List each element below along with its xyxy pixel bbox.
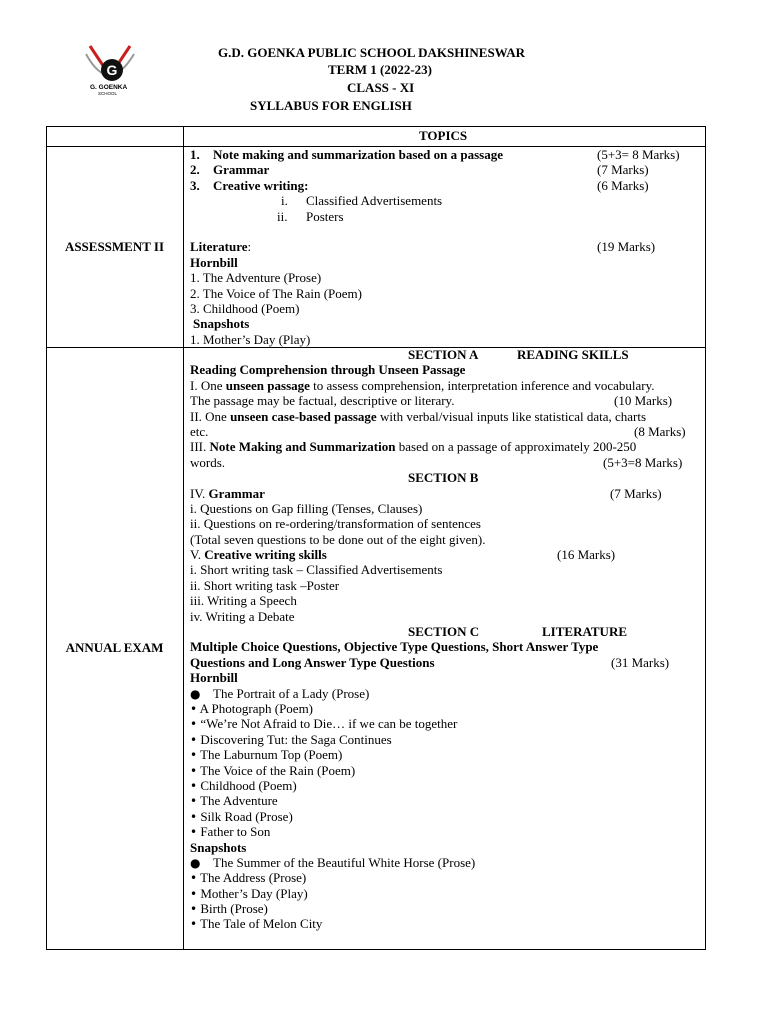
bullet-icon: • (190, 748, 198, 763)
snapshots-item: 1. Mother’s Day (Play) (190, 331, 311, 347)
rc1-prefix: I. One (190, 377, 226, 393)
grammar-heading (190, 486, 702, 501)
annual-hornbill-heading: Hornbill (190, 670, 238, 686)
annual-snapshots-heading: Snapshots (190, 839, 247, 855)
hornbill-list-item (190, 716, 702, 731)
annual-topics (190, 347, 702, 932)
lit-heading-1: Multiple Choice Questions, Objective Type Questions, Short Answer Type (190, 639, 599, 655)
rc-item-2 (190, 409, 702, 424)
subitem-number: ii. (277, 208, 288, 224)
literature-marks: (19 Marks) (597, 239, 656, 255)
rc3-marks: (5+3=8 Marks) (603, 454, 683, 470)
item-number: 3. (190, 177, 200, 193)
snapshots-item-text: Birth (Prose) (200, 901, 268, 917)
logo-text: G. GOENKA (90, 84, 128, 91)
cw-prefix: V. (190, 547, 205, 563)
assessment-subitem (190, 193, 702, 208)
section-c-title: LITERATURE (542, 624, 628, 640)
rc1-line2: The passage may be factual, descriptive or literary. (190, 393, 455, 409)
bullet-icon: ● (190, 686, 201, 701)
table-border-bottom (46, 949, 706, 950)
snapshots-list-item (190, 886, 702, 901)
hornbill-list-item (190, 824, 702, 839)
cw-item: ii. Short writing task –Poster (190, 577, 340, 593)
item-text: Grammar (213, 162, 270, 178)
snapshots-list-item (190, 870, 702, 885)
snapshots-item-text: The Summer of the Beautiful White Horse (Prose) (213, 854, 476, 870)
hornbill-item: 1. The Adventure (Prose) (190, 270, 322, 286)
rc2-text: with verbal/visual inputs like statistical data, charts (376, 408, 647, 424)
rc2-line2: etc. (190, 423, 209, 439)
school-logo (76, 36, 142, 102)
table-border-top (46, 126, 706, 127)
bullet-icon: • (190, 778, 198, 793)
hornbill-item-text: The Portrait of a Lady (Prose) (213, 685, 370, 701)
bullet-icon: • (190, 732, 198, 747)
topics-header: TOPICS (419, 128, 468, 143)
hornbill-list-item (190, 809, 702, 824)
hornbill-item-text: Discovering Tut: the Saga Continues (200, 731, 392, 747)
section-c-heading (190, 624, 702, 639)
assessment-label: ASSESSMENT II (64, 239, 165, 254)
bullet-icon: • (190, 825, 198, 840)
creative-writing-heading (190, 547, 702, 562)
literature-label: Literature (190, 239, 248, 255)
hornbill-heading: Hornbill (190, 254, 238, 270)
syllabus-table (46, 126, 706, 950)
cw-label: Creative writing skills (204, 547, 327, 563)
bullet-icon: • (190, 763, 198, 778)
hornbill-item-text: The Voice of the Rain (Poem) (200, 762, 356, 778)
rc1-text: to assess comprehension, interpretation inference and vocabulary. (309, 377, 655, 393)
bullet-icon: • (190, 902, 198, 917)
spacer (190, 224, 702, 239)
hornbill-list-item (190, 732, 702, 747)
hornbill-item: 2. The Voice of The Rain (Poem) (190, 285, 362, 301)
hornbill-list-item (190, 793, 702, 808)
assessment-topics (190, 147, 702, 347)
assessment-item (190, 147, 702, 162)
item-marks: (6 Marks) (597, 177, 649, 193)
bullet-icon: ● (190, 855, 201, 870)
assessment-subitem (190, 209, 702, 224)
term-title: TERM 1 (2022-23) (328, 62, 432, 77)
lit-heading-2-text: Questions and Long Answer Type Questions (190, 654, 435, 670)
class-title: CLASS - XI (347, 80, 415, 95)
hornbill-list-item (190, 701, 702, 716)
cw-item: iv. Writing a Debate (190, 608, 295, 624)
section-b-label: SECTION B (408, 470, 479, 486)
snapshots-heading: Snapshots (193, 316, 250, 332)
hornbill-list-item (190, 686, 702, 701)
bullet-icon: • (190, 809, 198, 824)
snapshots-list-item (190, 855, 702, 870)
bullet-icon: • (190, 917, 198, 932)
hornbill-item-text: The Laburnum Top (Poem) (200, 747, 343, 763)
literature-line (190, 239, 702, 254)
item-number: 2. (190, 162, 200, 178)
item-marks: (5+3= 8 Marks) (597, 147, 680, 162)
snapshots-list-item (190, 901, 702, 916)
cw-marks: (16 Marks) (557, 547, 616, 563)
snapshots-item-text: The Address (Prose) (200, 870, 307, 886)
rc-item-1-cont (190, 393, 702, 408)
annual-exam-label: ANNUAL EXAM (65, 640, 164, 655)
section-a-heading (190, 347, 702, 362)
rc1-bold: unseen passage (225, 377, 310, 393)
hornbill-item-text: Silk Road (Prose) (200, 808, 293, 824)
item-text: Creative writing: (213, 177, 309, 193)
rc3-bold: Note Making and Summarization (209, 439, 396, 455)
grammar-item: (Total seven questions to be done out of the eight given). (190, 531, 486, 547)
svg-text:G: G (106, 62, 118, 78)
section-a-title: READING SKILLS (517, 347, 629, 362)
bullet-icon: • (190, 794, 198, 809)
rc2-bold: unseen case-based passage (230, 408, 377, 424)
snapshots-item-text: The Tale of Melon City (200, 916, 323, 932)
rc2-marks: (8 Marks) (634, 423, 686, 439)
section-b-heading (190, 470, 702, 485)
hornbill-list-item (190, 778, 702, 793)
literature-colon: : (247, 239, 252, 255)
cw-item: iii. Writing a Speech (190, 593, 297, 609)
rc3-text: based on a passage of approximately 200-250 (395, 439, 637, 455)
table-border-right (705, 126, 706, 950)
hornbill-item-text: Childhood (Poem) (200, 777, 297, 793)
bullet-icon: • (190, 701, 198, 716)
hornbill-item-text: A Photograph (Poem) (199, 700, 314, 716)
snapshots-list-item (190, 916, 702, 931)
lit-heading-2 (190, 655, 702, 670)
cw-item: i. Short writing task – Classified Advertisements (190, 562, 443, 578)
logo-subtext: SCHOOL (98, 91, 118, 96)
subitem-text: Posters (306, 208, 344, 224)
rc-item-3-cont (190, 455, 702, 470)
section-c-label: SECTION C (408, 624, 480, 640)
hornbill-list-item (190, 747, 702, 762)
table-column-divider (183, 126, 184, 950)
hornbill-list-item (190, 763, 702, 778)
subitem-text: Classified Advertisements (306, 193, 443, 209)
rc-heading: Reading Comprehension through Unseen Passage (190, 362, 466, 378)
section-a-label: SECTION A (408, 347, 479, 362)
hornbill-item-text: The Adventure (200, 793, 278, 809)
subitem-number: i. (281, 193, 288, 209)
bullet-icon: • (190, 717, 198, 732)
grammar-item: i. Questions on Gap filling (Tenses, Clauses) (190, 500, 423, 516)
hornbill-item: 3. Childhood (Poem) (190, 300, 300, 316)
assessment-item (190, 162, 702, 177)
hornbill-item-text: “We’re Not Afraid to Die… if we can be together (200, 716, 458, 732)
assessment-item (190, 178, 702, 193)
rc1-marks: (10 Marks) (614, 393, 673, 409)
hornbill-item-text: Father to Son (200, 824, 271, 840)
school-name: G.D. GOENKA PUBLIC SCHOOL DAKSHINESWAR (218, 45, 526, 60)
grammar-marks: (7 Marks) (610, 485, 662, 501)
snapshots-item-text: Mother’s Day (Play) (200, 885, 308, 901)
syllabus-title: SYLLABUS FOR ENGLISH (250, 98, 412, 113)
bullet-icon: • (190, 871, 198, 886)
rc-item-2-cont (190, 424, 702, 439)
lit-marks: (31 Marks) (611, 654, 670, 670)
grammar-item: ii. Questions on re-ordering/transformation of sentences (190, 516, 481, 532)
rc-item-3 (190, 439, 702, 454)
rc-item-1 (190, 378, 702, 393)
rc3-prefix: III. (190, 439, 210, 455)
item-text: Note making and summarization based on a passage (213, 147, 504, 162)
item-number: 1. (190, 147, 200, 162)
rc3-line2: words. (190, 454, 226, 470)
rc2-prefix: II. One (190, 408, 231, 424)
grammar-label: Grammar (208, 485, 265, 501)
bullet-icon: • (190, 886, 198, 901)
item-marks: (7 Marks) (597, 162, 649, 178)
grammar-prefix: IV. (190, 485, 209, 501)
